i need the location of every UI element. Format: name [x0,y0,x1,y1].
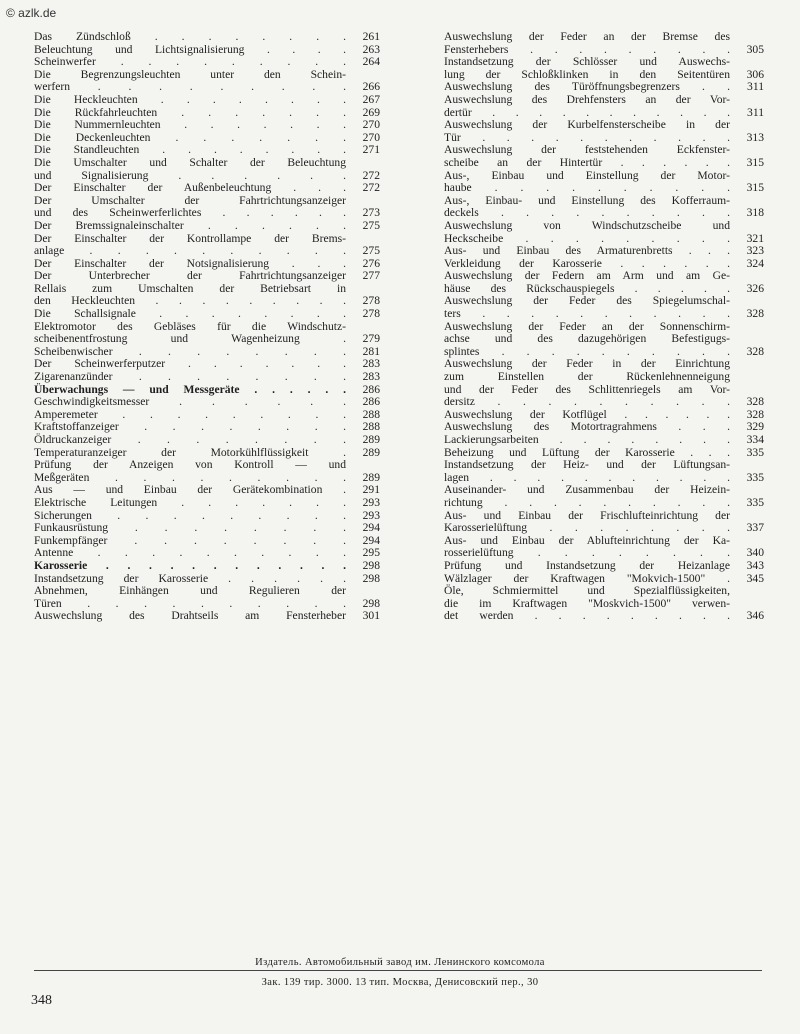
toc-entry-page: 298 [362,596,380,610]
toc-entry-title: Der Bremssignaleinschalter . . . . . . [34,218,346,232]
toc-entry [444,434,764,447]
toc-entry-title: Auswechslung des Motortragrahmens . . . [444,420,730,434]
toc-entry-page: 266 [362,80,380,94]
toc-entry [34,308,380,321]
toc-entry-page: 306 [746,67,764,81]
toc-entry-title: Aus- und Einbau des Armaturenbretts . . . [444,244,730,258]
toc-entry [34,333,380,346]
toc-entry-title: Türen . . . . . . . . . . [34,596,346,610]
toc-entry-title: Temperaturanzeiger der Motorkühlflüssigkeit . [34,445,346,459]
toc-entry [34,396,380,409]
toc-entry-title: richtung . . . . . . . . . . [444,495,730,509]
toc-entry-title: Fensterhebers . . . . . . . . . [444,42,730,56]
toc-entry-page: 328 [746,395,764,409]
toc-entry-page: 288 [362,407,380,421]
toc-entry [34,220,380,233]
toc-entry-page: 293 [362,495,380,509]
toc-entry-page: 298 [362,571,380,585]
toc-entry-title: Instandsetzung der Karosserie . . . . . . [34,571,346,585]
toc-entry-title: Kraftstoffanzeiger . . . . . . . . [34,420,346,434]
toc-entry-title: Zigarenanzünder . . . . . . . . [34,370,346,384]
toc-entry-title: und Signalisierung . . . . . . [34,168,346,182]
toc-entry-page: 263 [362,42,380,56]
toc-entry-page: 276 [362,256,380,270]
toc-entry-title: Auswechslung der Feder in der Einrichtung [444,357,730,371]
toc-entry-title: Auswechslung der Kurbelfensterscheibe in der [444,118,730,132]
toc-entry [34,31,380,44]
toc-entry-title: Auswechslung der Feder des Spiegelumschal- [444,294,730,308]
toc-entry-title: Auswechslung der feststehenden Eckfenster- [444,143,730,157]
toc-entry-page: 311 [747,105,764,119]
toc-entry-page: 326 [746,281,764,295]
toc-entry-page: 298 [362,558,380,572]
toc-entry-title: Der Scheinwerferputzer . . . . . . . [34,357,346,371]
toc-entry-page: 275 [362,244,380,258]
toc-entry [34,497,380,510]
toc-entry-page: 289 [362,433,380,446]
toc-entry-title: zum Einstellen der Rückenlehnenneigung [444,370,730,384]
toc-entry-page: 335 [746,470,764,484]
toc-entry-page: 315 [746,155,764,169]
toc-entry-title: Funkausrüstung . . . . . . . . [34,521,346,535]
toc-entry [444,497,764,510]
toc-entry-page: 305 [746,42,764,56]
toc-right-column [444,31,764,623]
toc-entry-page: 273 [362,206,380,220]
toc-entry-title: Auswechslung des Drehfensters an der Vor- [444,92,730,106]
toc-entry-title: Elektromotor des Gebläses für die Windschutz- [34,319,346,333]
toc-entry [444,585,764,598]
toc-entry-title: Karosserie . . . . . . . . . . . . [34,558,346,572]
footer-divider [34,970,762,971]
toc-entry-page: 270 [362,118,380,132]
toc-entry-page: 278 [362,294,380,308]
toc-entry-page: 283 [362,357,380,371]
toc-entry [34,119,380,132]
toc-entry-title: Die Deckenleuchten . . . . . . . [34,130,346,144]
toc-entry [34,56,380,69]
toc-entry [444,333,764,346]
toc-entry-title: Überwachungs — und Messgeräte . . . . . . [34,382,346,396]
toc-entry [444,245,764,258]
toc-entry-title: Auswechslung der Federn am Arm und am Ge- [444,269,730,283]
toc-entry [444,220,764,233]
toc-entry [444,31,764,44]
toc-entry-title: Heckscheibe . . . . . . . . . [444,231,730,245]
toc-entry-title: Sicherungen . . . . . . . . . [34,508,346,522]
toc-entry-title: Abnehmen, Einhängen und Regulieren der [34,584,346,598]
toc-entry-page: 323 [746,244,764,258]
toc-entry [444,119,764,132]
toc-entry-page: 270 [362,130,380,144]
toc-entry-title: Auswechslung des Drahtseils am Fensterheber [34,609,346,623]
toc-entry [444,308,764,321]
toc-entry-page: 264 [362,55,380,69]
toc-entry-title: Der Umschalter der Fahrtrichtungsanzeiger [34,193,346,207]
toc-entry-title: det werden . . . . . . . . . [444,609,730,623]
toc-entry-page: 340 [746,546,764,560]
toc-entry-page: 289 [362,445,380,459]
toc-entry-page: 288 [362,420,380,434]
toc-entry-title: den Heckleuchten . . . . . . . . . [34,294,346,308]
toc-entry [34,585,380,598]
toc-entry-title: Karosserielüftung . . . . . . . . [444,521,730,535]
toc-entry-title: Aus- und Einbau der Ablufteinrichtung der Ka- [444,533,730,547]
toc-entry [34,182,380,195]
toc-entry-page: 283 [362,370,380,384]
toc-entry-page: 313 [746,130,764,144]
toc-entry [34,270,380,283]
toc-entry [444,182,764,195]
toc-entry-page: 272 [362,181,380,195]
toc-entry-title: splintes . . . . . . . . . . [444,344,730,358]
toc-entry-title: Elektrische Leitungen . . . . . . . [34,495,346,509]
toc-entry [444,56,764,69]
toc-entry-page: 318 [746,206,764,220]
toc-entry-page: 261 [362,30,380,43]
toc-entry-page: 267 [362,92,380,106]
toc-entry-page: 345 [746,571,764,585]
toc-entry-title: Auswechslung der Feder an der Sonnenschirm- [444,319,730,333]
toc-entry-page: 294 [362,521,380,535]
toc-entry-page: 281 [362,344,380,358]
toc-entry [444,459,764,472]
toc-entry-title: dertür . . . . . . . . . . . [444,105,730,119]
toc-entry-page: 293 [362,508,380,522]
toc-entry-page: 328 [746,307,764,321]
toc-entry-title: achse und des dazugehörigen Befestigugs- [444,332,730,346]
toc-entry-title: Funkempfänger . . . . . . . . [34,533,346,547]
toc-entry-title: Aus- und Einbau der Frischlufteinrichtung der [444,508,730,522]
page-number: 348 [31,993,52,1008]
toc-entry-title: Instandsetzung der Heiz- und der Lüftungsan- [444,458,730,472]
toc-entry-title: Die Standleuchten . . . . . . . . [34,143,346,157]
toc-entry-page: 286 [362,382,380,396]
toc-entry-title: lung der Schloßklinken in den Seitentüren [444,67,730,81]
toc-entry [444,371,764,384]
toc-entry-page: 328 [746,344,764,358]
toc-entry-title: Auseinander- und Zusammenbau der Heizein- [444,483,730,497]
toc-entry-title: und des Scheinwerferlichtes . . . . . . [34,206,346,220]
toc-entry-page: 321 [746,231,764,245]
toc-entry-page: 334 [746,433,764,446]
toc-entry-title: Das Zündschloß . . . . . . . . [34,30,346,43]
toc-entry-title: Öle, Schmiermittel und Spezialflüssigkeiten, [444,584,730,598]
publisher-line: Издатель. Автомобильный завод им. Ленинского комсомола [255,957,545,968]
toc-entry-page: 291 [362,483,380,497]
toc-entry-title: Rellais zum Umschalten der Betriebsart in [34,281,346,295]
toc-entry-title: Der Einschalter der Kontrollampe der Brems- [34,231,346,245]
toc-entry-page: 278 [362,307,380,321]
toc-entry [34,94,380,107]
toc-entry-title: Prüfung der Anzeigen von Kontroll — und [34,458,346,472]
toc-entry-page: 272 [362,168,380,182]
toc-entry-page: 279 [362,332,380,346]
toc-entry-title: Instandsetzung der Schlösser und Auswechs- [444,55,730,69]
toc-entry-title: haube . . . . . . . . . . [444,181,730,195]
toc-entry-title: Aus — und Einbau der Gerätekombination . [34,483,346,497]
toc-entry [444,610,764,623]
toc-entry-page: 329 [746,420,764,434]
toc-entry-title: Scheibenwischer . . . . . . . . [34,344,346,358]
toc-entry-title: Meßgeräten . . . . . . . . . [34,470,346,484]
toc-entry-title: Auswechslung der Kotflügel . . . . . . [444,407,730,421]
toc-entry [34,459,380,472]
toc-entry-title: Aus-, Einbau- und Einstellung des Kofferraum- [444,193,730,207]
toc-entry-title: scheibe an der Hintertür . . . . . . [444,155,730,169]
toc-entry-title: lagen . . . . . . . . . . . [444,470,730,484]
watermark: © azlk.de [6,6,57,20]
toc-entry-title: Amperemeter . . . . . . . . . [34,407,346,421]
toc-entry-title: Die Nummernleuchten . . . . . . . [34,118,346,132]
toc-entry [34,560,380,573]
toc-entry-title: Lackierungsarbeiten . . . . . . . . [444,433,730,446]
toc-entry-title: Die Schallsignale . . . . . . . . [34,307,346,321]
toc-entry-page: 286 [362,395,380,409]
toc-entry-page: 294 [362,533,380,547]
toc-entry-page: 275 [362,218,380,232]
toc-entry-title: Verkleidung der Karosserie . . . . . . [444,256,730,270]
toc-entry [34,245,380,258]
toc-entry-title: Wälzlager der Kraftwagen "Mokvich-1500" . [444,571,730,585]
toc-entry-page: 311 [747,80,764,94]
toc-entry-page: 337 [746,521,764,535]
toc-entry [34,371,380,384]
toc-left-column [34,31,380,623]
toc-entry-title: ters . . . . . . . . . . . [444,307,730,321]
toc-entry-title: Der Einschalter der Notsignalisierung . . . [34,256,346,270]
toc-entry-page: 269 [362,105,380,119]
toc-entry-title: Der Unterbrecher der Fahrtrichtungsanzeiger [34,269,346,283]
toc-entry-title: Die Begrenzungsleuchten unter den Schein- [34,67,346,81]
toc-entry-title: Öldruckanzeiger . . . . . . . . [34,433,346,446]
toc-entry [444,396,764,409]
toc-entry-title: Die Umschalter und Schalter der Beleuchtung [34,155,346,169]
toc-entry-title: werfern . . . . . . . . . [34,80,346,94]
toc-entry-title: häuse des Rückschauspiegels . . . . . [444,281,730,295]
toc-entry-page: 277 [362,269,380,283]
toc-entry [34,610,380,623]
toc-entry-page: 346 [746,609,764,623]
printing-line: Зак. 139 тир. 3000. 13 тип. Москва, Денисовский пер., 30 [261,977,539,988]
toc-entry-title: Geschwindigkeitsmesser . . . . . . [34,395,346,409]
toc-entry-title: anlage . . . . . . . . . . [34,244,346,258]
toc-entry-title: deckels . . . . . . . . . . [444,206,730,220]
toc-entry-title: Auswechslung des Türöffnungsbegrenzers . . [444,80,730,94]
toc-entry-page: 271 [362,143,380,157]
toc-entry [444,270,764,283]
toc-entry-title: die im Kraftwagen "Moskvich-1500" verwen- [444,596,730,610]
toc-entry-page: 335 [746,495,764,509]
toc-entry [34,522,380,535]
toc-entry-page: 335 [746,445,764,459]
toc-entry [34,157,380,170]
toc-entry-title: scheibenentfrostung und Wagenheizung . [34,332,346,346]
toc-entry-title: Auswechslung von Windschutzscheibe und [444,218,730,232]
toc-entry-title: Der Einschalter der Außenbeleuchtung . . . [34,181,346,195]
toc-entry-page: 343 [746,558,764,572]
toc-entry-title: Scheinwerfer . . . . . . . . . [34,55,346,69]
toc-entry-title: dersitz . . . . . . . . . . [444,395,730,409]
toc-entry [444,560,764,573]
toc-entry [444,522,764,535]
toc-entry-page: 324 [746,256,764,270]
toc-entry [444,157,764,170]
toc-entry-title: Antenne . . . . . . . . . . [34,546,346,560]
toc-entry-title: Prüfung und Instandsetzung der Heizanlage [444,558,730,572]
toc-entry-title: Beleuchtung und Lichtsignalisierung . . . . [34,42,346,56]
toc-entry-page: 289 [362,470,380,484]
toc-entry-title: Aus-, Einbau und Einstellung der Motor- [444,168,730,182]
toc-entry-page: 295 [362,546,380,560]
toc-entry-page: 328 [746,407,764,421]
toc-entry [444,94,764,107]
toc-entry-title: Auswechslung der Feder an der Bremse des [444,30,730,43]
toc-entry-title: Tür . . . . . . . . . . . [444,130,730,144]
toc-entry-title: rosserielüftung . . . . . . . . [444,546,730,560]
toc-entry-title: und der Feder des Schlittenriegels am Vor- [444,382,730,396]
toc-entry [34,434,380,447]
toc-entry-title: Die Heckleuchten . . . . . . . . [34,92,346,106]
toc-entry-page: 301 [362,609,380,623]
toc-entry-title: Beheizung und Lüftung der Karosserie . . . [444,445,730,459]
toc-entry-title: Die Rückfahrleuchten . . . . . . . [34,105,346,119]
toc-entry-page: 315 [746,181,764,195]
